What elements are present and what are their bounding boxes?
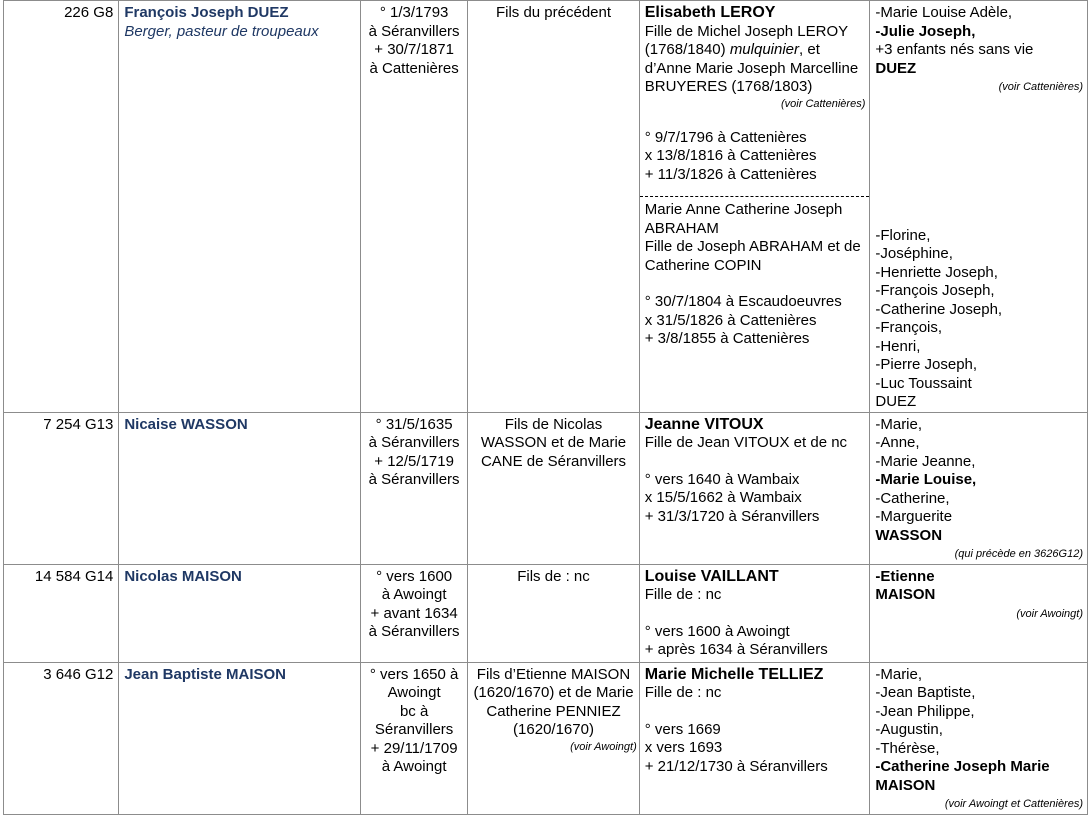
date-line: bc à <box>399 702 429 720</box>
child-item: -François Joseph, <box>875 282 995 299</box>
spouse-cell <box>639 1 870 413</box>
children-surname: DUEZ <box>875 393 917 410</box>
children-note: (voir Awoingt et Cattenières) <box>944 798 1083 810</box>
child-extra: +3 enfants nés sans vie <box>875 41 1034 58</box>
dates-cell <box>360 564 467 662</box>
children-surname: MAISON <box>875 776 936 794</box>
spouse-name: Jeanne VITOUX <box>644 415 764 433</box>
child-item: -Marie Jeanne, <box>875 452 976 470</box>
spouse-event: x vers 1693 <box>644 739 723 756</box>
child-item: -Augustin, <box>875 721 943 738</box>
spouse-event: ° vers 1640 à Wambaix <box>644 470 800 488</box>
person-name: Nicaise WASSON <box>124 415 248 433</box>
date-line: ° 1/3/1793 <box>379 4 449 21</box>
child-item: -Thérèse, <box>875 739 940 757</box>
date-line: ° vers 1600 <box>376 567 453 585</box>
date-line: + 29/11/1709 <box>370 739 458 757</box>
date-line: à Awoingt <box>381 758 447 775</box>
sosa-number: 3 646 G12 <box>4 662 119 814</box>
table-row <box>4 662 1088 814</box>
parents-cell <box>468 662 639 814</box>
parents-cell: Fils du précédent <box>468 1 639 413</box>
child-item: -Jean Philippe, <box>875 702 975 720</box>
spouse-event: + 3/8/1855 à Cattenières <box>644 330 810 347</box>
spouse-name: Louise VAILLANT <box>644 567 779 585</box>
child-item: -Luc Toussaint <box>875 374 972 392</box>
spouse-note: (voir Cattenières) <box>781 97 866 110</box>
person-name: Nicolas MAISON <box>124 567 242 585</box>
spouse-filiation: Fille de Michel Joseph LEROY (1768/1840) mulquinier, et d’Anne Marie Joseph Marcelline BRUYERES (1768/1803) <box>644 22 859 95</box>
date-line: à Séranvillers <box>368 434 460 451</box>
child-item: -Marie Louise Adèle, <box>875 4 1013 21</box>
child-item: -Joséphine, <box>875 245 953 262</box>
spouse-event: x 13/8/1816 à Cattenières <box>644 147 817 164</box>
spouse-event: ° vers 1600 à Awoingt <box>644 622 790 640</box>
table-row <box>4 564 1088 662</box>
table-row <box>4 412 1088 564</box>
sosa-number: 7 254 G13 <box>4 412 119 564</box>
parents-cell: Fils de Nicolas WASSON et de Marie CANE de Séranvillers <box>468 412 639 564</box>
spouse-event: ° vers 1669 <box>644 720 721 738</box>
person-cell <box>119 564 361 662</box>
children-surname: DUEZ <box>875 59 917 77</box>
date-line: à Séranvillers <box>368 22 460 40</box>
child-item: -Marguerite <box>875 508 953 525</box>
child-item: -François, <box>875 319 943 336</box>
children-cell <box>870 564 1088 662</box>
spouse-event: + 21/12/1730 à Séranvillers <box>644 757 828 775</box>
date-line: ° vers 1650 à Awoingt <box>369 665 459 701</box>
spouse-event: ° 9/7/1796 à Cattenières <box>644 128 807 146</box>
child-item: -Catherine Joseph Marie <box>875 758 1050 775</box>
spouse-event: + 11/3/1826 à Cattenières <box>644 165 817 183</box>
person-occupation: Berger, pasteur de troupeaux <box>124 22 319 40</box>
spouse-name: Marie Michelle TELLIEZ <box>644 665 824 683</box>
children-note: (qui précède en 3626G12) <box>954 548 1083 560</box>
children-surname: MAISON <box>875 586 936 603</box>
child-item: -Marie, <box>875 665 923 683</box>
child-item: -Anne, <box>875 434 920 451</box>
genealogy-table <box>3 0 1088 815</box>
dates-cell <box>360 412 467 564</box>
spouse-filiation: Fille de Jean VITOUX et de nc <box>644 434 848 451</box>
child-item: -Marie Louise, <box>875 471 977 488</box>
parents-cell: Fils de : nc <box>468 564 639 662</box>
child-item: -Marie, <box>875 415 923 433</box>
date-line: à Séranvillers <box>368 623 460 640</box>
person-cell <box>119 412 361 564</box>
spouse-event: x 31/5/1826 à Cattenières <box>644 311 817 329</box>
parents-note: (voir Awoingt) <box>570 740 637 753</box>
child-item: -Julie Joseph, <box>875 22 976 40</box>
spouse-filiation: Fille de : nc <box>644 586 722 603</box>
child-item: -Florine, <box>875 226 931 244</box>
date-line: + avant 1634 <box>370 604 458 622</box>
sosa-number: 226 G8 <box>4 1 119 413</box>
date-line: à Séranvillers <box>368 471 460 488</box>
spouse-event: + 31/3/1720 à Séranvillers <box>644 507 820 525</box>
person-name: François Joseph DUEZ <box>124 4 289 21</box>
date-line: ° 31/5/1635 <box>375 415 453 433</box>
person-name: Jean Baptiste MAISON <box>124 665 287 683</box>
person-cell <box>119 1 361 413</box>
spouse-name: Marie Anne Catherine Joseph ABRAHAM <box>644 201 843 237</box>
child-item: -Henriette Joseph, <box>875 263 998 281</box>
spouse-filiation: Fille de : nc <box>644 684 722 701</box>
spouse-filiation: Fille de Joseph ABRAHAM et de Catherine COPIN <box>644 238 861 274</box>
children-surname: WASSON <box>875 526 943 544</box>
child-item: -Henri, <box>875 337 921 355</box>
children-cell <box>870 412 1088 564</box>
table-row <box>4 1 1088 413</box>
date-line: Séranvillers <box>374 721 454 738</box>
spouse-cell <box>639 412 870 564</box>
sosa-number: 14 584 G14 <box>4 564 119 662</box>
date-line: à Cattenières <box>369 59 459 77</box>
dates-cell <box>360 1 467 413</box>
dashed-divider <box>640 196 870 197</box>
date-line: à Awoingt <box>381 586 447 603</box>
spouse-cell <box>639 564 870 662</box>
children-note: (voir Awoingt) <box>1016 607 1083 620</box>
person-cell <box>119 662 361 814</box>
date-line: + 12/5/1719 <box>374 452 454 470</box>
spouse-event: + après 1634 à Séranvillers <box>644 641 828 658</box>
children-note: (voir Cattenières) <box>998 81 1083 93</box>
children-cell <box>870 662 1088 814</box>
child-item: -Etienne <box>875 567 935 585</box>
parents-text: Fils d’Etienne MAISON (1620/1670) et de Marie Catherine PENNIEZ (1620/1670) <box>473 665 634 738</box>
dates-cell <box>360 662 467 814</box>
spouse-name: Elisabeth LEROY <box>644 4 776 21</box>
child-item: -Catherine Joseph, <box>875 300 1003 318</box>
spouse-event: x 15/5/1662 à Wambaix <box>644 489 802 506</box>
date-line: + 30/7/1871 <box>374 41 454 58</box>
spouse-cell <box>639 662 870 814</box>
child-item: -Jean Baptiste, <box>875 684 976 701</box>
child-item: -Pierre Joseph, <box>875 356 978 373</box>
spouse-event: ° 30/7/1804 à Escaudoeuvres <box>644 293 842 310</box>
children-cell <box>870 1 1088 413</box>
child-item: -Catherine, <box>875 489 950 507</box>
